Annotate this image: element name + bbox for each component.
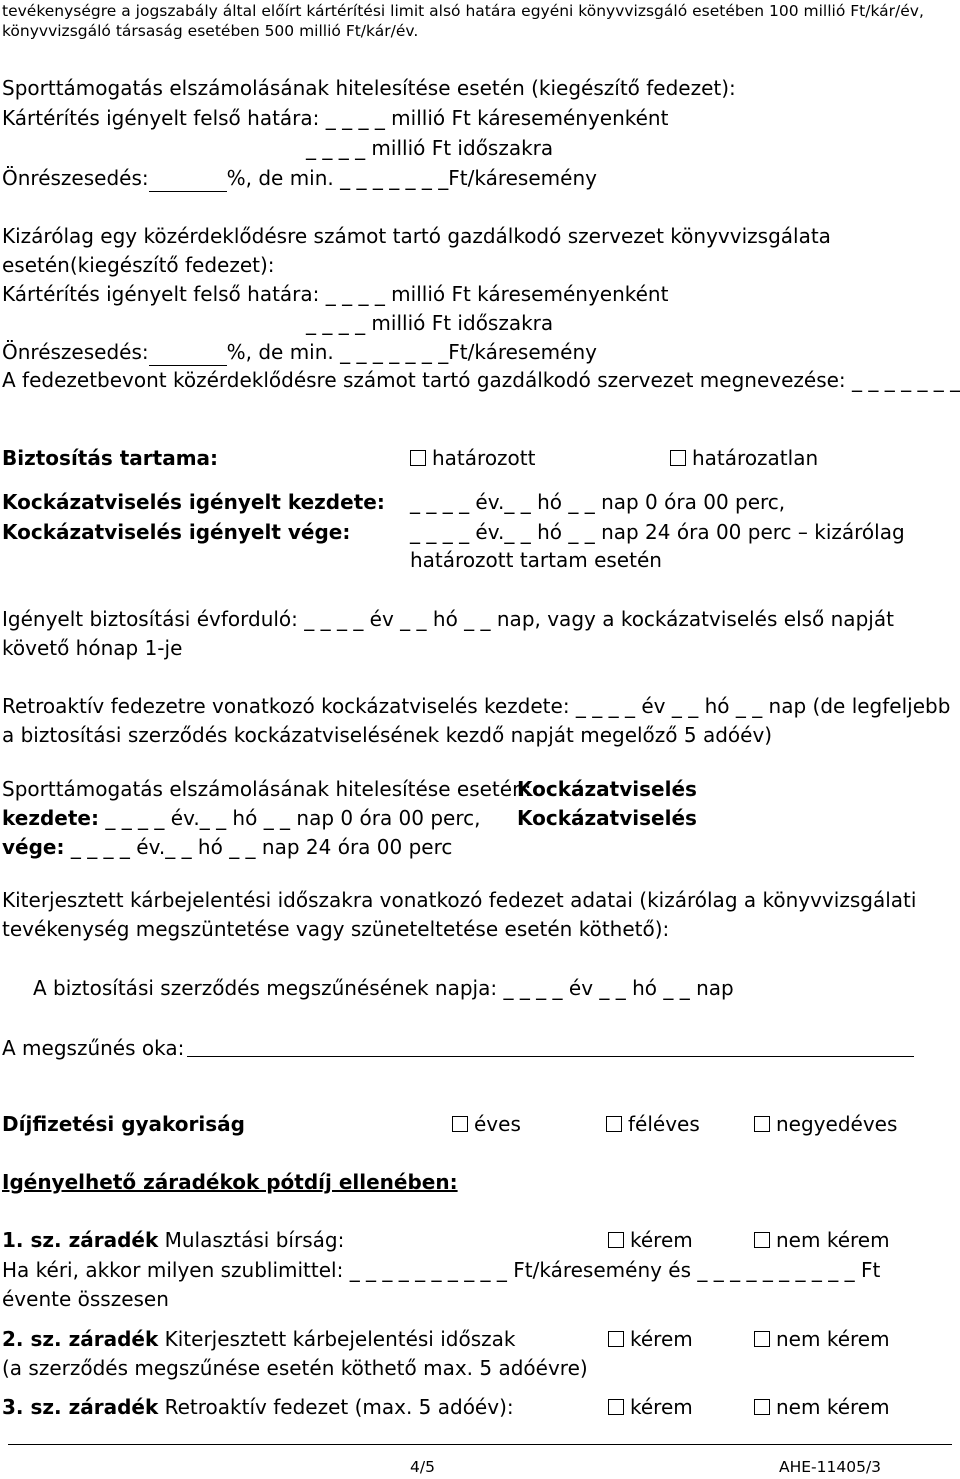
clause-2-no[interactable]: nem kérem — [754, 1325, 890, 1353]
public-limit-2: _ _ _ _ millió Ft időszakra — [306, 311, 554, 335]
intro-line-1: tevékenységre a jogszabály által előírt kártérítési limit alsó határa egyéni könyvvizsgáló esetében 100 millió Ft/kár/év, — [2, 2, 924, 20]
sport-limit-1: Kártérítés igényelt felső határa: _ _ _ _ millió Ft káreseményenként — [2, 106, 669, 130]
checkbox-icon[interactable] — [754, 1232, 770, 1248]
risk-start-label: Kockázatviselés igényelt kezdete: — [2, 490, 385, 514]
duration-label: Biztosítás tartama: — [2, 446, 219, 470]
sport-limit-2: _ _ _ _ millió Ft időszakra — [306, 136, 554, 160]
duration-fixed-option[interactable]: határozott — [410, 444, 535, 472]
risk-end-value: _ _ _ _ év._ _ hó _ _ nap 24 óra 00 perc – kizárólag — [410, 520, 905, 544]
page-number: 4/5 — [410, 1458, 435, 1476]
public-title-2: esetén(kiegészítő fedezet): — [2, 253, 275, 277]
checkbox-icon[interactable] — [608, 1331, 624, 1347]
clause-1-row: 1. sz. záradék Mulasztási bírság: — [2, 1228, 345, 1252]
duration-indefinite-option[interactable]: határozatlan — [670, 444, 818, 472]
clause-2-yes[interactable]: kérem — [608, 1325, 693, 1353]
checkbox-icon[interactable] — [608, 1232, 624, 1248]
clause-1-no[interactable]: nem kérem — [754, 1226, 890, 1254]
sport-risk-line-1: Sporttámogatás elszámolásának hitelesítése esetén: Kockázatviselés — [2, 777, 697, 801]
anniversary-line-2: követő hónap 1-je — [2, 636, 183, 660]
clause-3-no[interactable]: nem kérem — [754, 1393, 890, 1421]
deductible-percent-field[interactable] — [149, 173, 227, 192]
footer-divider — [8, 1444, 952, 1445]
checkbox-icon[interactable] — [754, 1116, 770, 1132]
public-limit-1: Kártérítés igényelt felső határa: _ _ _ _ millió Ft káreseményenként — [2, 282, 669, 306]
public-entity-name: A fedezetbevont közérdeklődésre számot tartó gazdálkodó szervezet megnevezése: _ _ _ _ _ _ _ — [2, 368, 960, 392]
sport-deductible: Önrészesedés: %, de min. _ _ _ _ _ _ _Ft/káresemény — [2, 166, 597, 190]
retro-line-2: a biztosítási szerződés kockázatviselésének kezdő napját megelőző 5 adóév) — [2, 723, 773, 747]
clause-3-row: 3. sz. záradék Retroaktív fedezet (max. 5 adóév): — [2, 1395, 514, 1419]
termination-reason-field[interactable] — [187, 1056, 914, 1057]
checkbox-icon[interactable] — [754, 1399, 770, 1415]
public-deductible: Önrészesedés: %, de min. _ _ _ _ _ _ _Ft/káresemény — [2, 340, 597, 364]
checkbox-icon[interactable] — [606, 1116, 622, 1132]
public-title-1: Kizárólag egy közérdeklődésre számot tartó gazdálkodó szervezet könyvvizsgálata — [2, 224, 831, 248]
anniversary-line-1: Igényelt biztosítási évforduló: _ _ _ _ év _ _ hó _ _ nap, vagy a kockázatviselés első napját — [2, 607, 894, 631]
clause-2-note: (a szerződés megszűnése esetén köthető max. 5 adóévre) — [2, 1356, 588, 1380]
clause-1-yes[interactable]: kérem — [608, 1226, 693, 1254]
checkbox-icon[interactable] — [410, 450, 426, 466]
extended-line-2: tevékenység megszüntetése vagy szüneteltetése esetén köthető): — [2, 917, 670, 941]
clause-2-row: 2. sz. záradék Kiterjesztett kárbejelentési időszak — [2, 1327, 516, 1351]
risk-end-note: határozott tartam esetén — [410, 548, 662, 572]
clause-1-sublimit-2: évente összesen — [2, 1287, 169, 1311]
document-code: AHE-11405/3 — [779, 1458, 882, 1476]
checkbox-icon[interactable] — [452, 1116, 468, 1132]
sport-risk-line-3: vége: _ _ _ _ év._ _ hó _ _ nap 24 óra 00 perc — [2, 835, 453, 859]
checkbox-icon[interactable] — [670, 450, 686, 466]
clause-3-yes[interactable]: kérem — [608, 1393, 693, 1421]
risk-start-value: _ _ _ _ év._ _ hó _ _ nap 0 óra 00 perc, — [410, 490, 786, 514]
checkbox-icon[interactable] — [754, 1331, 770, 1347]
checkbox-icon[interactable] — [608, 1399, 624, 1415]
intro-line-2: könyvvizsgáló társaság esetében 500 millió Ft/kár/év. — [2, 22, 419, 40]
public-deductible-percent-field[interactable] — [149, 347, 227, 366]
retro-line-1: Retroaktív fedezetre vonatkozó kockázatviselés kezdete: _ _ _ _ év _ _ hó _ _ nap (de legfeljebb — [2, 694, 951, 718]
clause-1-sublimit: Ha kéri, akkor milyen szublimittel: _ _ _ _ _ _ _ _ _ _ Ft/káresemény és _ _ _ _ _ _ _ _ _ _ Ft — [2, 1258, 881, 1282]
payment-quarterly-option[interactable]: negyedéves — [754, 1110, 897, 1138]
clauses-title: Igényelhető záradékok pótdíj ellenében: — [2, 1170, 458, 1194]
payment-semiannual-option[interactable]: féléves — [606, 1110, 700, 1138]
termination-date: A biztosítási szerződés megszűnésének napja: _ _ _ _ év _ _ hó _ _ nap — [33, 976, 734, 1000]
payment-label: Díjfizetési gyakoriság — [2, 1112, 245, 1136]
payment-annual-option[interactable]: éves — [452, 1110, 521, 1138]
termination-reason-label: A megszűnés oka: — [2, 1036, 185, 1060]
sport-risk-line-2: kezdete: _ _ _ _ év._ _ hó _ _ nap 0 óra 00 perc, Kockázatviselés — [2, 806, 697, 830]
risk-end-label: Kockázatviselés igényelt vége: — [2, 520, 351, 544]
sport-title: Sporttámogatás elszámolásának hitelesítése esetén (kiegészítő fedezet): — [2, 76, 736, 100]
extended-line-1: Kiterjesztett kárbejelentési időszakra vonatkozó fedezet adatai (kizárólag a könyvvizsgálati — [2, 888, 917, 912]
